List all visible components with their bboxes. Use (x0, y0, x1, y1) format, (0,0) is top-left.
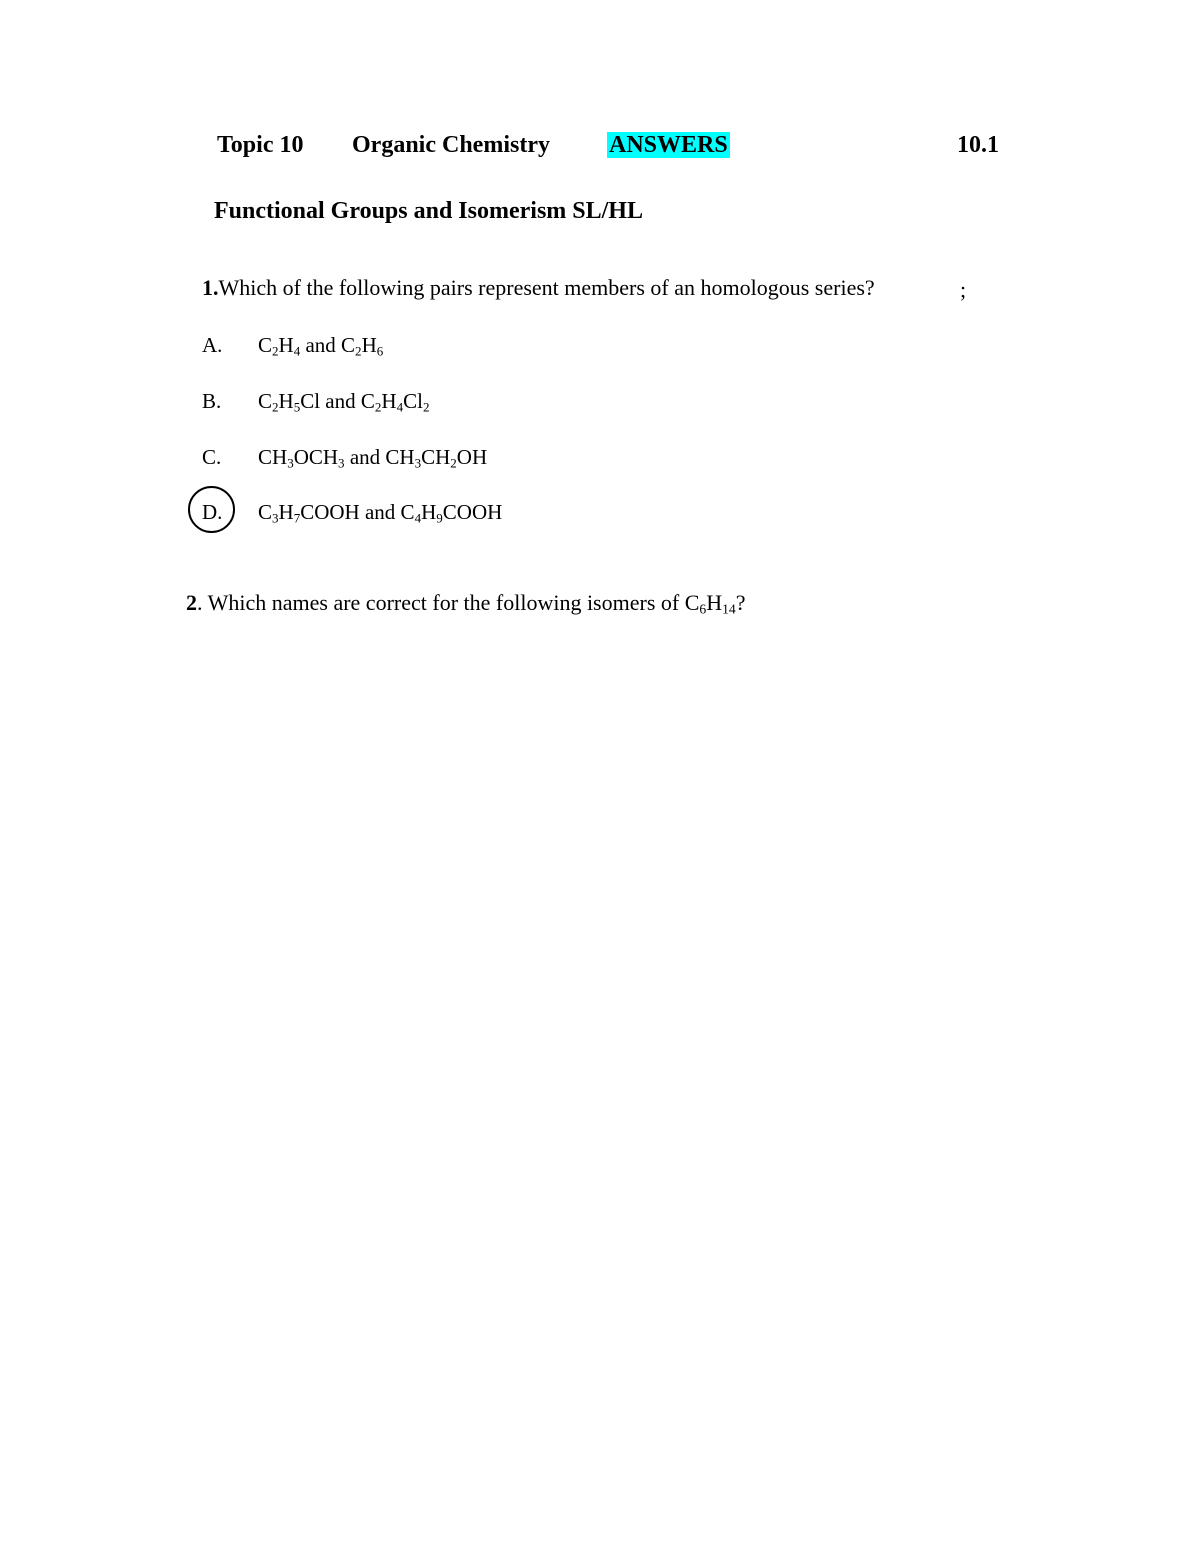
question-1-text: Which of the following pairs represent members of an homologous series? (218, 275, 875, 300)
option-c-text: $CH_3OCH_3$ and $CH_3CH_2OH$ (258, 445, 488, 471)
option-a-text: $C_2H_4$ and $C_2H_6$ (258, 333, 384, 359)
section-number: 10.1 (957, 132, 999, 158)
question-1-number: 1. (202, 275, 219, 300)
question-2-number: 2 (186, 590, 197, 615)
option-b-letter: B. (202, 389, 222, 413)
option-d-text: $C_3H_7COOH$ and $C_4H_9COOH$ (258, 500, 503, 526)
subject-title: Organic Chemistry (352, 132, 550, 158)
question-1-mark: ; (960, 277, 967, 302)
topic-label: Topic 10 (217, 132, 304, 158)
page-subtitle: Functional Groups and Isomerism SL/HL (214, 198, 643, 224)
option-d-letter: D. (202, 500, 223, 524)
question-2: 2. Which names are correct for the following isomers of $C_6H_{14}$? (186, 590, 746, 617)
option-b-text: $C_2H_5Cl$ and $C_2H_4Cl_2$ (258, 389, 430, 415)
option-a-letter: A. (202, 333, 223, 357)
answers-highlight: ANSWERS (609, 132, 728, 158)
question-1 (202, 275, 875, 301)
option-c-letter: C. (202, 445, 222, 469)
answers-label (607, 132, 730, 159)
